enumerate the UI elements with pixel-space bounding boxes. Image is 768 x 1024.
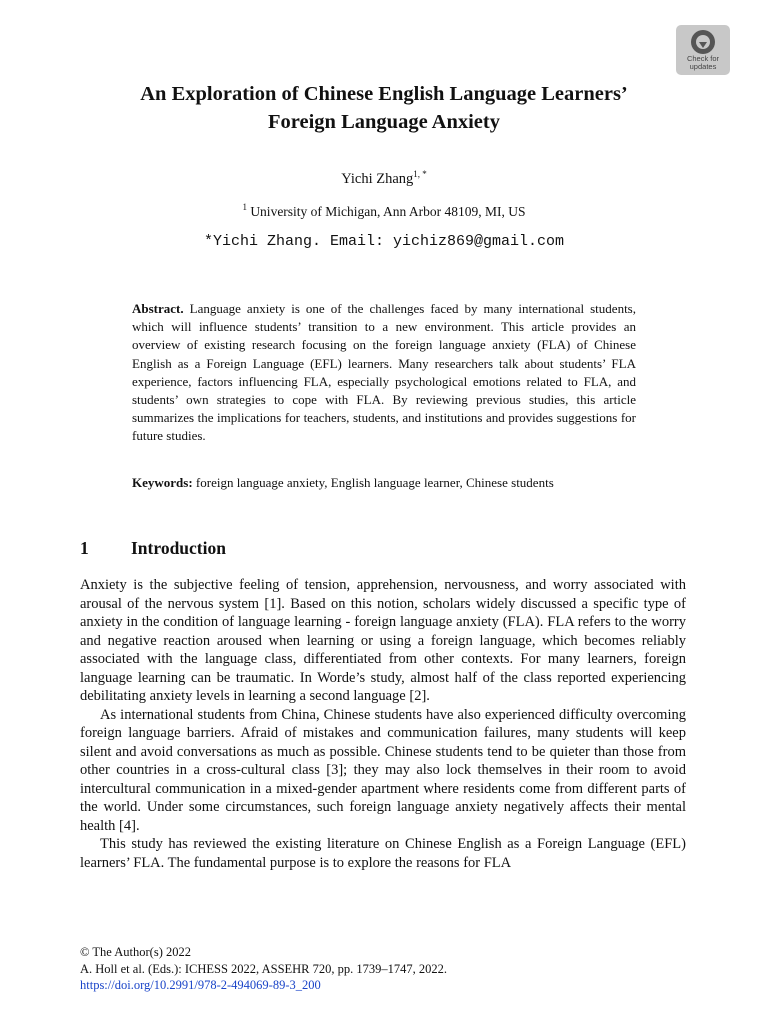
section-title: Introduction bbox=[131, 538, 226, 558]
abstract-text: Language anxiety is one of the challenges faced by many international students, which will influence students’ transition to a new environment. This article provides an overview of existing research focusing on the foreign language anxiety (FLA) of Chinese English as a Foreign Language (EFL) learners. Many researchers talk about students’ FLA experience, factors influencing FLA, especially psychological emotions related to FLA, and students’ own strategies to cope with FLA. By reviewing previous studies, this article summarizes the implications for teachers, students, and institutions and provides suggestions for future studies. bbox=[132, 301, 636, 444]
keywords-text: foreign language anxiety, English language learner, Chinese students bbox=[192, 475, 554, 490]
section-heading bbox=[80, 537, 226, 559]
title-line2: Foreign Language Anxiety bbox=[268, 111, 500, 133]
copyright: © The Author(s) 2022 bbox=[80, 945, 191, 959]
body-text bbox=[80, 576, 686, 872]
author-name: Yichi Zhang bbox=[341, 171, 414, 187]
check-updates-icon bbox=[688, 29, 718, 55]
badge-text-line2: updates bbox=[689, 62, 717, 71]
paragraph: This study has reviewed the existing literature on Chinese English as a Foreign Language (EFL) learners’ FLA. The fundamental purpose is to explore the reasons for FLA bbox=[80, 836, 686, 871]
citation: A. Holl et al. (Eds.): ICHESS 2022, ASSEHR 720, pp. 1739–1747, 2022. bbox=[80, 961, 448, 976]
check-for-updates-badge[interactable] bbox=[676, 25, 730, 75]
keywords bbox=[132, 474, 636, 492]
author-marks: 1, * bbox=[413, 169, 427, 179]
affiliation-text: University of Michigan, Ann Arbor 48109, MI, US bbox=[246, 204, 526, 219]
title-line1: An Exploration of Chinese English Language Learners’ bbox=[140, 83, 628, 105]
author-line bbox=[0, 170, 768, 188]
keywords-label: Keywords: bbox=[132, 475, 193, 490]
paragraph: As international students from China, Chinese students have also experienced difficulty overcoming foreign language barriers. Afraid of mistakes and communication failures, many students will keep silent and avoid conversations as much as possible. Chinese students tend to be quieter than those from other countries in a cross-cultural class [3]; they may also lock themselves in their room to avoid intercultural communication in a mixed-gender apartment where residents come from different parts of the world. Under some circumstances, such foreign language anxiety negatively affects their mental health [4]. bbox=[80, 706, 686, 834]
paper-title bbox=[40, 80, 728, 136]
email-line: *Yichi Zhang. Email: yichiz869@gmail.com bbox=[203, 233, 565, 250]
badge-text bbox=[676, 55, 730, 71]
doi-link[interactable]: https://doi.org/10.2991/978-2-494069-89-3_200 bbox=[80, 978, 321, 992]
section-number: 1 bbox=[80, 538, 89, 558]
abstract-label: Abstract. bbox=[132, 301, 184, 316]
abstract bbox=[132, 300, 636, 446]
footer bbox=[80, 944, 700, 994]
affiliation bbox=[0, 203, 768, 221]
badge-text-line1: Check for bbox=[686, 54, 720, 63]
affiliation-mark: 1 bbox=[242, 202, 247, 212]
paragraph: Anxiety is the subjective feeling of tension, apprehension, nervousness, and worry associated with arousal of the nervous system [1]. Based on this notion, scholars widely discussed a specific type of anxiety in the condition of language learning - foreign language anxiety (FLA). FLA refers to the worry and negative reaction aroused when learning or using a foreign language, which becomes reliably associated with the language class, differentiated from other contexts. For many learners, foreign language learning can be traumatic. In Worde’s study, almost half of the class reported experiencing debilitating anxiety levels in learning a second language [2]. bbox=[80, 577, 686, 704]
